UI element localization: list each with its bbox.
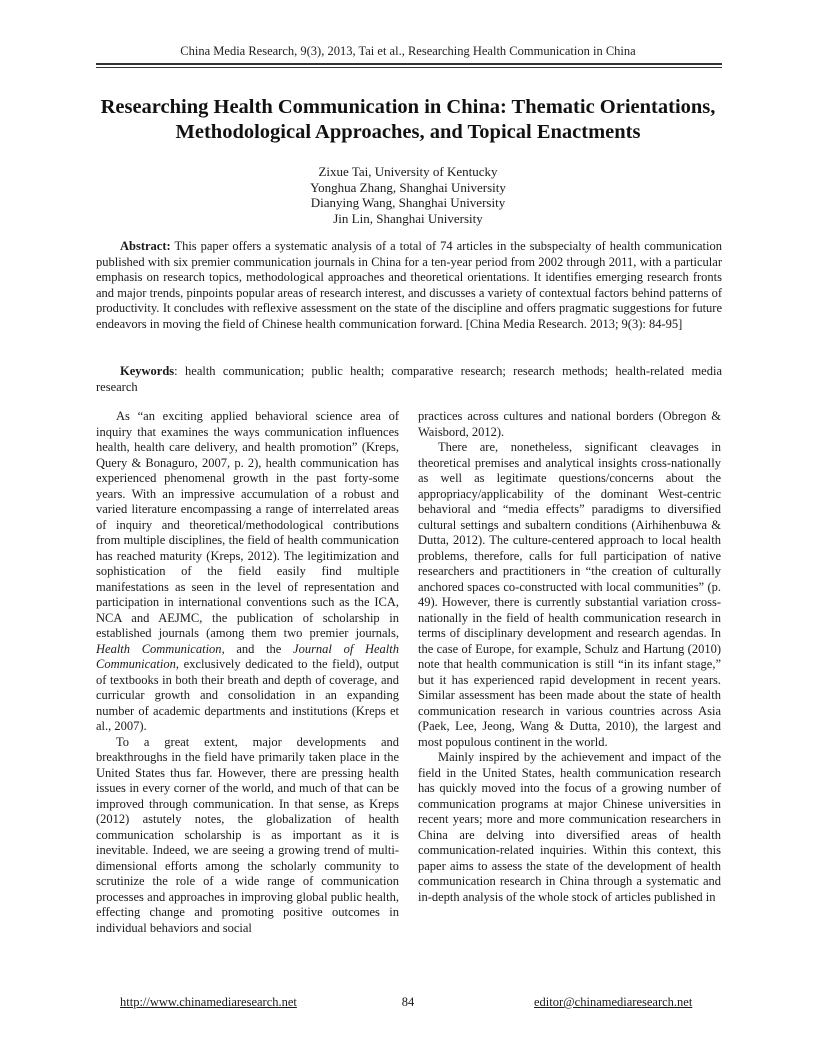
body-paragraph xyxy=(96,409,399,735)
author-3: Dianying Wang, Shanghai University xyxy=(310,195,506,210)
body-text: , and the xyxy=(221,641,294,656)
body-paragraph: There are, nonetheless, significant cleavages in theoretical premises and analytical insights cross-nationally as well as legitimate questions/concerns about the appropriacy/applicability of the dominant West-centric behavioral and “media effects” paradigms to diversified cultural settings and subaltern conditions (Airhihenbuwa & Dutta, 2012). The culture-centered approach to local health problems, therefore, calls for full participation of native researchers and practitioners in “the creation of culturally anchored spaces co-constructed with local communities” (p. 49). However, there is currently substantial variation cross-nationally in the field of health communication research in terms of disciplinary development and research agendas. In the case of Europe, for example, Schulz and Hartung (2010) note that health communication is still “in its infant stage,” but it has experienced rapid development in recent years. Similar assessment has been made about the state of health communication research in various countries across Asia (Paek, Lee, Jeong, Wang & Dutta, 2010), the largest and most populous continent in the world. xyxy=(418,440,721,749)
header-rule-thin xyxy=(96,67,722,68)
journal-title: Health Communication xyxy=(96,641,222,656)
journal-title: Journal of Health Communication xyxy=(96,641,399,671)
body-paragraph: Mainly inspired by the achievement and impact of the field in the United States, health communication research has quickly moved into the focus of a growing number of communication programs at major Chinese universities in recent years; more and more communication researchers in China are delving into diversified areas of health communication-related inquiries. Within this context, this paper aims to assess the state of the development of health communication research in China through a systematic and in-depth analysis of the whole stock of articles published in xyxy=(418,750,721,904)
paper-title: Researching Health Communication in China: Thematic Orientations, Methodological Approaches, and Topical Enactments xyxy=(100,96,716,143)
abstract-text: This paper offers a systematic analysis of a total of 74 articles in the subspecialty of health communication published with six premier communication journals in China for a ten-year period from 2002 through 2011, with a particular emphasis on research topics, methodological approaches and theoretical orientations. It identifies emerging research fronts and major trends, pinpoints popular areas of research interest, and discusses a variety of contextual factors behind patterns of productivity. It concludes with reflexive assessment on the state of the discipline and offers pragmatic suggestions for future endeavors in moving the field of Chinese health communication forward. [China Media Research. 2013; 9(3): 84-95] xyxy=(96,239,723,331)
footer-website-link[interactable]: http://www.chinamediaresearch.net xyxy=(120,995,297,1009)
author-2: Yonghua Zhang, Shanghai University xyxy=(310,179,506,195)
keywords-text: : health communication; public health; comparative research; research methods; health-related media research xyxy=(96,364,722,394)
page-number: 84 xyxy=(401,995,415,1009)
keywords xyxy=(96,364,722,395)
author-4: Jin Lin, Shanghai University xyxy=(333,210,483,226)
body-text: As “an exciting applied behavioral science area of inquiry that examines the ways communication influences health, health care delivery, and health promotion” (Kreps, Query & Bonaguro, 2007, p. 2), health communication has experienced phenomenal growth in the past forty-some years. With an impressive accumulation of a robust and varied literature encompassing a range of interrelated areas of inquiry and theoretical/methodological contributions from multiple disciplines, the field of health communication has reached maturity (Kreps, 2012). The legitimization and sophistication of the field easily find multiple manifestations as seen in the level of representation and participation in international conventions such as the ICA, NCA and AEJMC, the publication of scholarship in established journals (among them two premier journals, xyxy=(96,409,399,640)
author-list xyxy=(0,164,816,226)
body-column-left xyxy=(96,409,399,936)
running-head: China Media Research, 9(3), 2013, Tai et al., Researching Health Communication in China xyxy=(180,44,636,58)
author-1: Zixue Tai, University of Kentucky xyxy=(318,164,498,179)
keywords-label: Keywords xyxy=(120,364,175,378)
abstract-label: Abstract: xyxy=(120,239,171,253)
footer-email-link[interactable]: editor@chinamediaresearch.net xyxy=(534,995,693,1009)
abstract xyxy=(96,239,722,332)
body-text: , exclusively dedicated to the field), output of textbooks in both their breath and depth of coverage, and curricular growth and consolidation in an expanding number of academic departments and institutions (Kreps et al., 2007). xyxy=(96,657,399,733)
body-column-right xyxy=(418,409,721,905)
body-paragraph: practices across cultures and national borders (Obregon & Waisbord, 2012). xyxy=(418,409,721,439)
header-rule-thick xyxy=(96,63,722,65)
body-paragraph: To a great extent, major developments and breakthroughs in the field have primarily taken place in the United States thus far. However, there are pressing health issues in every corner of the world, and much of that can be improved through communication. In that sense, as Kreps (2012) astutely notes, the globalization of health communication scholarship is as important as it is inevitable. Indeed, we are seeing a growing trend of multi-dimensional efforts among the scholarly community to scrutinize the role of a wide range of communication processes and approaches in improving global public health, effecting change and promoting positive outcomes in individual behaviors and social xyxy=(96,734,399,935)
